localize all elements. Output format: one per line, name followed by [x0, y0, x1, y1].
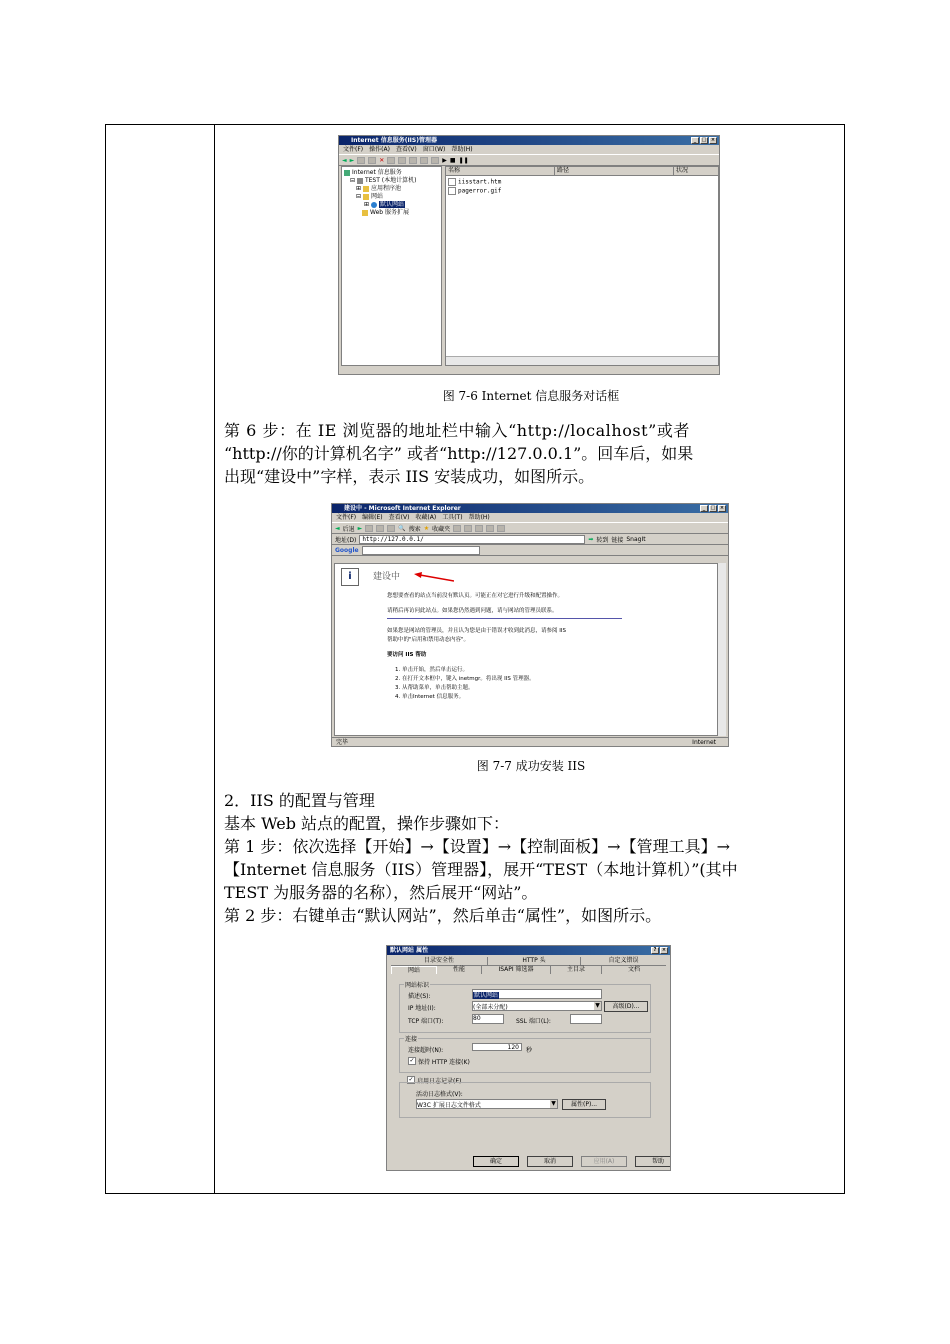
tab-performance[interactable]: 性能 — [437, 966, 482, 974]
help-step: 2. 在打开文本框中，键入 inetmgr。将出现 IIS 管理器。 — [395, 676, 535, 682]
group-connections — [399, 1038, 651, 1073]
ip-select[interactable]: (全部未分配) ▼ — [472, 1001, 602, 1011]
address-bar — [332, 534, 728, 545]
dialog-title: 默认网站 属性 — [390, 947, 429, 954]
print-icon[interactable] — [475, 525, 483, 532]
text-line: 第 6 步：在 IE 浏览器的地址栏中输入“http://localhost”或者 — [224, 421, 690, 440]
tree-root[interactable]: Internet 信息服务 — [344, 169, 439, 177]
ssl-port-input[interactable] — [570, 1014, 602, 1024]
logging-label: 启用日志记录(E) — [417, 1078, 462, 1085]
iis-menu-bar — [339, 145, 719, 154]
iis-tree-pane — [341, 166, 442, 366]
links-button[interactable]: 链接 — [611, 536, 624, 544]
timeout-label: 连接超时(N): — [408, 1047, 444, 1054]
ie-menu-bar — [332, 513, 728, 522]
properties-icon[interactable] — [387, 157, 395, 164]
close-icon[interactable]: × — [661, 947, 667, 953]
zone-text: Internet — [692, 739, 716, 746]
info-text: 如果您是网站的管理员，并且认为您是由于错误才收到此消息，请参阅 IIS — [387, 628, 566, 634]
minimize-icon[interactable]: _ — [691, 137, 699, 144]
tab-isapi-filters[interactable]: ISAPI 筛选器 — [482, 966, 551, 974]
google-search-input[interactable] — [362, 546, 480, 555]
help-title: 要访问 IIS 帮助 — [387, 652, 427, 658]
iis-icon — [344, 170, 350, 176]
page-heading: 建设中 — [373, 571, 401, 582]
keepalive-checkbox[interactable]: ✓ — [409, 1057, 415, 1064]
figure-caption: 图 7-6 Internet 信息服务对话框 — [442, 389, 620, 403]
cancel-button[interactable]: 取消 — [527, 1156, 573, 1167]
help-step: 1. 单击开始，然后单击运行。 — [395, 667, 469, 673]
help-icon[interactable] — [420, 157, 428, 164]
mail-icon[interactable] — [464, 525, 472, 532]
keepalive-label: 保持 HTTP 连接(K) — [418, 1059, 470, 1066]
tab-website[interactable]: 网站 — [391, 966, 437, 974]
section2-paragraph — [224, 789, 838, 927]
tab-home-directory[interactable]: 主目录 — [551, 966, 602, 974]
snagit-button[interactable]: SnagIt — [626, 535, 646, 543]
star-icon[interactable]: ★ — [423, 524, 430, 532]
up-icon[interactable] — [357, 157, 365, 164]
maximize-icon[interactable]: □ — [710, 505, 716, 511]
google-logo: Google — [335, 546, 359, 554]
ok-button[interactable]: 确定 — [473, 1156, 519, 1167]
step6-paragraph — [224, 419, 838, 488]
ie-toolbar — [332, 522, 728, 534]
figure-caption: 图 7-7 成功安装 IIS — [476, 759, 586, 773]
iis-toolbar — [339, 154, 719, 166]
folder-icon[interactable] — [497, 525, 505, 532]
menu-tools[interactable]: 工具(T) — [442, 514, 463, 521]
computer-icon[interactable] — [431, 157, 439, 164]
text-line: 出现“建设中”字样，表示 IIS 安装成功，如图所示。 — [224, 467, 595, 486]
help-button[interactable]: 帮助 — [635, 1156, 671, 1167]
menu-view[interactable]: 查看(V) — [395, 146, 417, 153]
list-item[interactable]: iisstart.htm — [448, 178, 716, 187]
tree-computer[interactable]: ⊟ TEST (本地计算机) — [350, 177, 417, 184]
forward-icon[interactable]: ► — [357, 524, 363, 532]
refresh-icon[interactable] — [376, 525, 384, 532]
info-text: 请稍后再访问此站点。如果您仍然遇到问题，请与网站的管理员联系。 — [387, 607, 622, 619]
page-table — [105, 124, 845, 1194]
menu-file[interactable]: 文件(F) — [336, 514, 357, 521]
back-arrow-icon[interactable]: ◄ — [342, 156, 347, 164]
globe-icon — [371, 202, 377, 208]
timeout-unit: 秒 — [526, 1047, 533, 1054]
info-text: 帮助中的"启用和禁用动态内容"。 — [387, 637, 470, 643]
vertical-scrollbar[interactable] — [718, 563, 726, 736]
info-icon: i — [341, 568, 359, 586]
stop-icon[interactable]: ■ — [449, 156, 456, 164]
help-step: 3. 从帮助菜单，单击帮助主题。 — [395, 685, 474, 691]
tab-row-back — [391, 957, 666, 966]
info-text: 您想要查看的站点当前没有默认页。可能正在对它进行升级和配置操作。 — [387, 593, 564, 599]
tab-documents[interactable]: 文档 — [627, 966, 640, 973]
dialog-title-bar — [387, 946, 670, 955]
tab-custom-errors[interactable]: 自定义错误 — [608, 957, 639, 964]
dialog-buttons — [473, 1156, 671, 1167]
list-item[interactable]: pagerror.gif — [448, 187, 716, 196]
tab-http-headers[interactable]: HTTP 头 — [488, 957, 581, 965]
apply-button[interactable]: 应用(A) — [581, 1156, 627, 1167]
horizontal-scrollbar[interactable] — [446, 356, 718, 365]
file-icon — [448, 178, 456, 186]
timeout-input[interactable]: 120 — [472, 1043, 522, 1051]
tree-web-extensions[interactable]: Web 服务扩展 — [344, 209, 439, 217]
folder-icon — [363, 194, 369, 200]
ip-label: IP 地址(I): — [408, 1005, 436, 1012]
section-heading: 2．IIS 的配置与管理 — [224, 791, 375, 810]
ie-title-bar — [332, 504, 728, 513]
back-button[interactable]: 后退 — [342, 525, 355, 533]
close-icon[interactable]: × — [710, 137, 716, 143]
close-icon[interactable]: × — [719, 505, 725, 511]
advanced-button[interactable]: 高级(D)... — [604, 1001, 648, 1012]
desc-label: 描述(S): — [408, 993, 431, 1000]
iis-manager-window — [338, 135, 720, 375]
text-line: TEST 为服务器的名称），然后展开“网站”。 — [224, 883, 538, 902]
tcp-label: TCP 端口(T): — [408, 1018, 444, 1025]
home-icon[interactable] — [387, 525, 395, 532]
address-input[interactable]: http://127.0.0.1/ — [359, 535, 585, 544]
column-name[interactable]: 名称 — [446, 167, 555, 175]
chevron-down-icon: ▼ — [595, 1002, 600, 1009]
address-label: 地址(D) — [335, 536, 357, 544]
properties-dialog — [386, 945, 671, 1171]
text-line: 第 2 步：右键单击“默认网站”，然后单击“属性”，如图所示。 — [224, 906, 662, 925]
history-icon[interactable] — [453, 525, 461, 532]
column-divider — [214, 125, 215, 1193]
tree-websites[interactable]: ⊟ 网站 — [356, 193, 383, 200]
menu-help[interactable]: 帮助(H) — [451, 146, 473, 153]
logging-checkbox[interactable]: ✓ — [408, 1076, 414, 1083]
menu-file[interactable]: 文件(F) — [343, 146, 364, 153]
menu-edit[interactable]: 编辑(E) — [362, 514, 383, 521]
text-line: 基本 Web 站点的配置，操作步骤如下： — [224, 814, 510, 833]
stop-icon[interactable] — [365, 525, 373, 532]
search-button[interactable]: 搜索 — [408, 525, 421, 533]
maximize-icon[interactable]: □ — [701, 137, 707, 143]
google-toolbar — [332, 545, 728, 556]
window-title: 建设中 - Microsoft Internet Explorer — [344, 505, 461, 512]
file-icon — [448, 187, 456, 195]
window-title: Internet 信息服务(IIS)管理器 — [351, 137, 437, 144]
menu-window[interactable]: 窗口(W) — [422, 146, 446, 153]
ie-window — [331, 503, 729, 747]
minimize-icon[interactable]: _ — [700, 505, 708, 512]
ie-status-bar — [332, 737, 728, 746]
play-icon[interactable]: ▶ — [442, 156, 447, 164]
go-button[interactable]: 转到 — [596, 536, 609, 544]
help-step: 4. 单击Internet 信息服务。 — [395, 694, 465, 700]
computer-icon — [357, 178, 363, 184]
ie-page-area — [334, 563, 718, 736]
status-text: 完毕 — [336, 739, 349, 746]
group-logging — [399, 1082, 651, 1118]
red-arrow-icon — [414, 571, 454, 583]
iis-list-pane — [445, 166, 719, 366]
group-label: 连接 — [405, 1036, 418, 1043]
desc-input[interactable]: 默认网站 — [472, 989, 602, 999]
search-icon[interactable]: 🔍 — [398, 524, 406, 532]
export-icon[interactable] — [409, 157, 417, 164]
chevron-down-icon: ▼ — [551, 1100, 556, 1107]
text-line: 【Internet 信息服务（IIS）管理器】，展开“TEST（本地计算机）”(其中 — [224, 860, 738, 879]
iis-title-bar — [339, 136, 719, 145]
log-format-label: 活动日志格式(V): — [416, 1091, 463, 1098]
favorites-button[interactable]: 收藏夹 — [432, 525, 451, 533]
menu-action[interactable]: 操作(A) — [369, 146, 390, 153]
forward-arrow-icon[interactable]: ► — [349, 156, 355, 164]
tab-row-front — [391, 966, 666, 974]
tab-directory-security[interactable]: 目录安全性 — [391, 957, 488, 965]
help-icon[interactable]: ? — [651, 947, 659, 954]
folder-icon — [362, 210, 368, 216]
delete-icon[interactable]: ✕ — [379, 156, 385, 164]
tcp-port-input[interactable]: 80 — [472, 1014, 504, 1024]
text-line: “http://你的计算机名字” 或者“http://127.0.0.1”。回车后，如果 — [224, 444, 694, 463]
menu-view[interactable]: 查看(V) — [388, 514, 410, 521]
text-line: 第 1 步：依次选择【开始】→【设置】→【控制面板】→【管理工具】→ — [224, 837, 730, 856]
menu-favorites[interactable]: 收藏(A) — [415, 514, 437, 521]
log-properties-button[interactable]: 属性(P)... — [562, 1099, 606, 1110]
folder-icon — [363, 186, 369, 192]
tree-app-pools[interactable]: ⊞ 应用程序池 — [356, 185, 401, 192]
pause-icon[interactable]: ❚❚ — [458, 156, 469, 164]
column-path[interactable]: 路径 — [555, 167, 674, 175]
word-icon[interactable] — [486, 525, 494, 532]
ssl-label: SSL 端口(L): — [516, 1018, 551, 1025]
column-status[interactable]: 状况 — [676, 167, 689, 174]
go-icon[interactable]: ➡ — [588, 535, 594, 543]
tree-icon[interactable] — [368, 157, 376, 164]
group-site-identification — [399, 984, 651, 1033]
menu-help[interactable]: 帮助(H) — [468, 514, 490, 521]
tree-default-site[interactable]: ⊞ 默认网站 — [364, 201, 404, 208]
refresh-icon[interactable] — [398, 157, 406, 164]
back-icon[interactable]: ◄ — [335, 524, 340, 532]
log-format-select[interactable]: W3C 扩展日志文件格式 ▼ — [416, 1099, 558, 1109]
group-label: 网站标识 — [405, 982, 430, 989]
